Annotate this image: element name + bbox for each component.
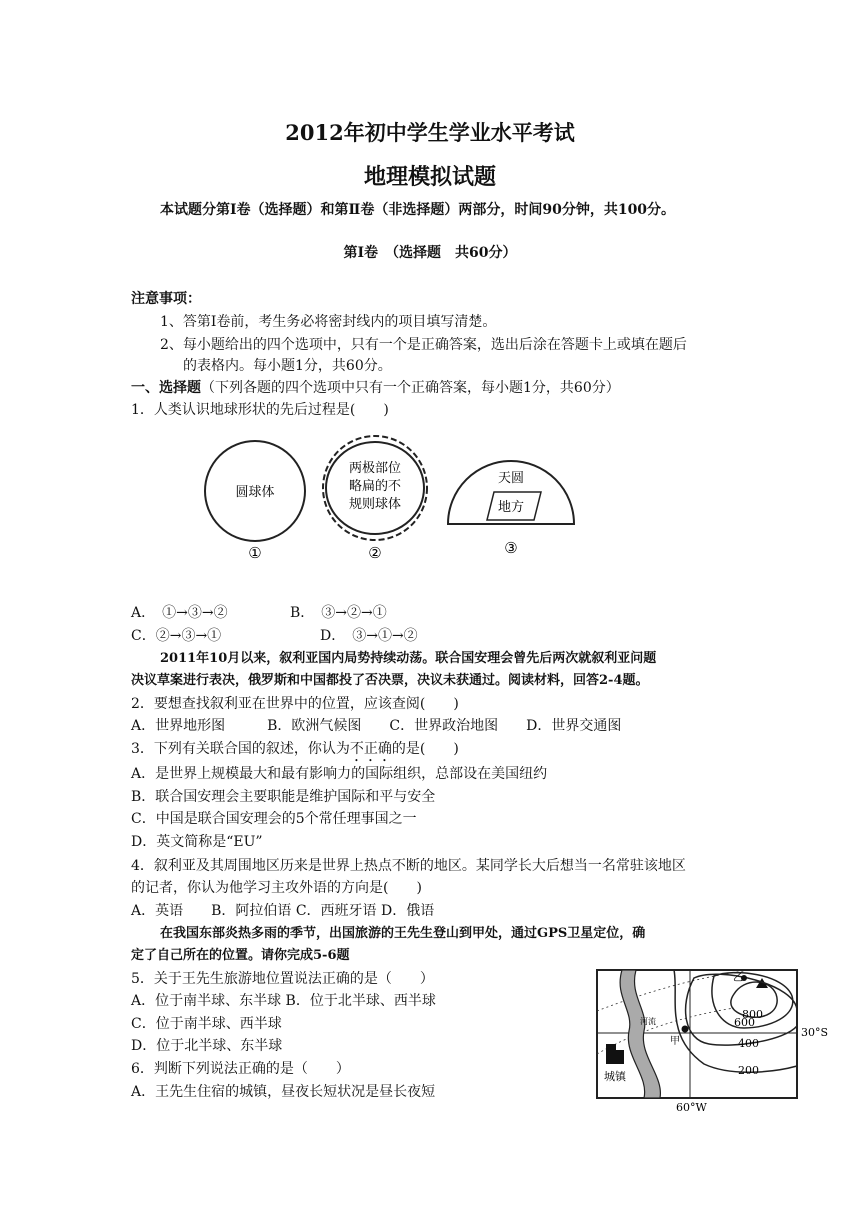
q3-option-d: D．英文简称是“EU” bbox=[131, 834, 263, 850]
q5-stem: 5．关于王先生旅游地位置说法正确的是（ ） bbox=[131, 971, 434, 987]
passage1-line2: 决议草案进行表决，俄罗斯和中国都投了否决票，决议未获通过。阅读材料，回答2-4题。 bbox=[131, 673, 649, 688]
passage2-line1: 在我国东部炎热多雨的季节，出国旅游的王先生登山到甲处，通过GPS卫星定位，确 bbox=[160, 926, 646, 941]
q3-stem-before: 3．下列有关联合国的叙述，你认为 bbox=[131, 741, 350, 757]
q1-option-b: B． ③→②→① bbox=[290, 605, 387, 621]
fig2-line-2: 略扁的不 bbox=[348, 479, 402, 494]
q3-stem bbox=[131, 739, 459, 765]
fig2-line-3: 规则球体 bbox=[348, 497, 402, 512]
town-icon bbox=[606, 1044, 624, 1064]
section1-heading bbox=[131, 378, 620, 398]
notes-item-2: 2、每小题给出的四个选项中，只有一个是正确答案，选出后涂在答题卡上或填在题后 bbox=[160, 337, 687, 353]
fig2-label: ② bbox=[368, 544, 382, 562]
q6-option-a: A．王先生住宿的城镇，昼夜长短状况是昼长夜短 bbox=[131, 1084, 436, 1100]
q1-stem: 1．人类认识地球形状的先后过程是( ) bbox=[131, 402, 389, 418]
q4-options: A．英语 B．阿拉伯语 C．西班牙语 D．俄语 bbox=[131, 903, 435, 919]
figure-dome bbox=[448, 461, 574, 557]
page-subtitle: 地理模拟试题 bbox=[363, 164, 496, 190]
q3-option-b: B．联合国安理会主要职能是维护国际和平与安全 bbox=[131, 789, 436, 805]
q5-option-c: C．位于南半球、西半球 bbox=[131, 1016, 282, 1032]
contour-400-label: 400 bbox=[738, 1037, 759, 1050]
notes-item-2-cont: 的表格内。每小题1分，共60分。 bbox=[183, 358, 392, 374]
exam-intro: 本试题分第Ⅰ卷（选择题）和第Ⅱ卷（非选择题）两部分，时间90分钟，共100分。 bbox=[160, 202, 676, 218]
figure-sphere bbox=[205, 441, 305, 562]
fig2-line-1: 两极部位 bbox=[348, 461, 402, 476]
section1-desc: （下列各题的四个选项中只有一个正确答案，每小题1分，共60分） bbox=[201, 380, 620, 396]
fig1-label: ① bbox=[248, 544, 262, 562]
latitude-label: 30°S bbox=[801, 1026, 829, 1039]
dotted-route bbox=[597, 971, 744, 1011]
dotted-route-2 bbox=[597, 1008, 734, 1054]
passage1-line1: 2011年10月以来，叙利亚国内局势持续动荡。联合国安理会曾先后两次就叙利亚问题 bbox=[160, 651, 657, 666]
notes-item-1: 1、答第Ⅰ卷前，考生务必将密封线内的项目填写清楚。 bbox=[160, 314, 497, 330]
q5-option-ab: A．位于南半球、东半球 B．位于北半球、西半球 bbox=[131, 993, 436, 1009]
fig3-bottom: 地方 bbox=[497, 500, 525, 515]
section1-title: 一、选择题 bbox=[131, 380, 201, 396]
point-jia-label: 甲 bbox=[670, 1036, 680, 1047]
point-yi-label: 乙 bbox=[733, 973, 743, 984]
fig3-top: 天圆 bbox=[497, 471, 525, 486]
contour-600-label: 600 bbox=[734, 1016, 755, 1029]
part1-title: 第Ⅰ卷 （选择题 共60分） bbox=[343, 245, 517, 261]
q4-stem-line1: 4．叙利亚及其周围地区历来是世界上热点不断的地区。某同学长大后想当一名常驻该地区 bbox=[131, 858, 686, 874]
page-title: 2012年初中学生学业水平考试 bbox=[285, 120, 575, 145]
q1-option-d: D． ③→①→② bbox=[320, 628, 418, 644]
longitude-label: 60°W bbox=[676, 1101, 707, 1114]
q1-figures bbox=[190, 428, 590, 568]
q4-stem-line2: 的记者，你认为他学习主攻外语的方向是( ) bbox=[131, 880, 422, 896]
figure-oblate bbox=[323, 436, 427, 562]
town-label: 城镇 bbox=[604, 1070, 626, 1083]
river bbox=[620, 970, 660, 1098]
river-label: 河流 bbox=[640, 1017, 656, 1026]
contour-map bbox=[594, 966, 834, 1116]
fig1-text: 圆球体 bbox=[235, 485, 275, 500]
q5-option-d: D．位于北半球、东半球 bbox=[131, 1038, 283, 1054]
contour-200-label: 200 bbox=[738, 1064, 759, 1077]
contour-800-label: 800 bbox=[742, 1008, 763, 1021]
passage2-line2: 定了自己所在的位置。请你完成5-6题 bbox=[131, 948, 350, 963]
fig3-label: ③ bbox=[504, 539, 518, 557]
notes-heading: 注意事项： bbox=[131, 291, 201, 307]
q1-option-a: A． ①→③→② bbox=[131, 605, 228, 621]
q3-option-a: A．是世界上规模最大和最有影响力的国际组织，总部设在美国纽约 bbox=[131, 766, 548, 782]
point-jia-marker bbox=[682, 1026, 689, 1033]
q3-stem-emphasis: 不正确 bbox=[349, 741, 392, 757]
q1-option-c: C．②→③→① bbox=[131, 628, 222, 644]
q3-stem-after: 的是( ) bbox=[391, 741, 459, 757]
q2-stem: 2．要想查找叙利亚在世界中的位置，应该查阅( ) bbox=[131, 696, 459, 712]
q2-options: A．世界地形图 B．欧洲气候图 C．世界政治地图 D．世界交通图 bbox=[131, 718, 622, 734]
q6-stem: 6．判断下列说法正确的是（ ） bbox=[131, 1061, 350, 1077]
q3-option-c: C．中国是联合国安理会的5个常任理事国之一 bbox=[131, 811, 417, 827]
